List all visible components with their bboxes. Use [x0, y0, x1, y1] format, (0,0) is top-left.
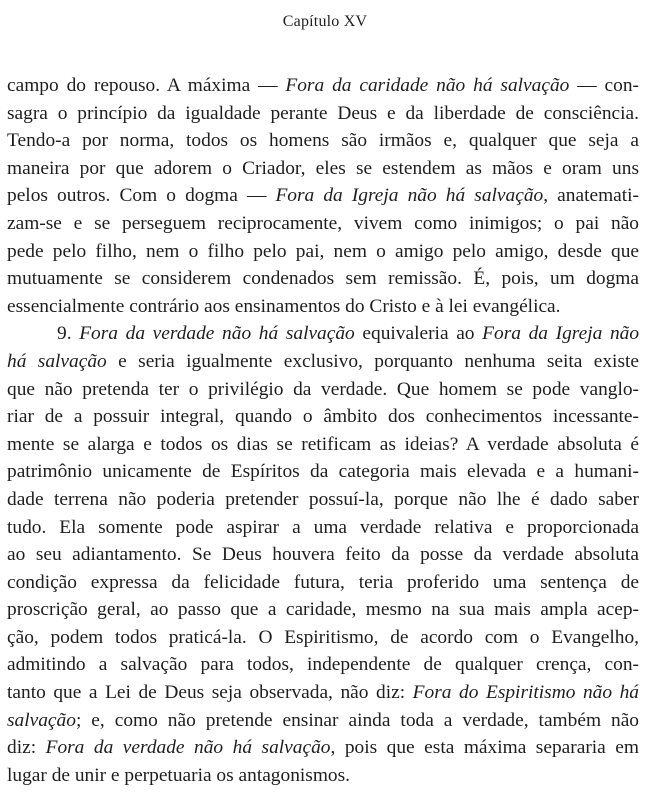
text-line — [7, 210, 639, 238]
text-run: , pois que esta máxima separaria em — [330, 737, 639, 759]
text-run: essencialmente contrário aos ensinamentos do Cristo e à lei evangélica. — [7, 295, 561, 317]
text-run: mente se alarga e todos os dias se retificam as ideias? A verdade absoluta é — [7, 433, 639, 455]
text-run: pede pelo filho, nem o filho pelo pai, nem o amigo pelo amigo, desde que — [7, 240, 639, 262]
text-line — [7, 762, 639, 790]
text-run: dade terrena não poderia pretender possuí-la, porque não lhe é dado saber — [7, 488, 639, 510]
text-run: , anatemati- — [543, 185, 639, 207]
text-run: diz: — [7, 737, 46, 759]
text-line — [7, 431, 639, 459]
text-line — [7, 182, 639, 210]
text-run: maneira por que adorem o Criador, eles se estendem as mãos e oram uns — [7, 157, 639, 179]
italic-phrase: há salvação — [7, 350, 107, 372]
text-run: ao seu adiantamento. Se Deus houvera feito da posse da verdade absoluta — [7, 544, 639, 566]
text-line — [7, 486, 639, 514]
text-line — [7, 707, 639, 735]
text-run: — con- — [569, 75, 639, 96]
text-line — [7, 651, 639, 679]
text-line — [7, 514, 639, 542]
text-run: sagra o princípio da igualdade perante Deus e da liberdade de consciência. — [7, 102, 639, 124]
text-line — [7, 265, 639, 293]
text-line — [7, 624, 639, 652]
text-run: mutuamente se considerem condenados sem remissão. É, pois, um dogma — [7, 268, 639, 290]
text-line — [7, 320, 639, 348]
text-line — [7, 679, 639, 707]
text-line — [7, 403, 639, 431]
text-line — [7, 458, 639, 486]
text-run: condição expressa da felicidade futura, teria proferido uma sentença de — [7, 571, 639, 593]
text-run: tudo. Ela somente pode aspirar a uma verdade relativa e proporcionada — [7, 516, 639, 538]
text-line — [7, 72, 639, 100]
text-run: zam-se e se perseguem reciprocamente, vivem como inimigos; o pai não — [7, 212, 639, 234]
italic-phrase: Fora da verdade não há salvação — [45, 737, 331, 759]
text-run: Tendo-a por norma, todos os homens são irmãos e, qualquer que seja a — [7, 130, 639, 152]
running-header — [0, 12, 650, 32]
italic-phrase: Fora da verdade não há salvação — [79, 323, 355, 345]
text-run: equivaleria ao — [354, 323, 483, 345]
text-run: lugar de unir e perpetuaria os antagonismos. — [7, 764, 351, 786]
text-run: campo do repouso. A máxima — — [7, 75, 286, 96]
text-line — [7, 541, 639, 569]
text-run: que não pretenda ter o privilégio da verdade. Que homem se pode vanglo- — [7, 378, 639, 400]
text-line — [7, 376, 639, 404]
text-line — [7, 127, 639, 155]
text-line — [7, 734, 639, 762]
text-line — [7, 155, 639, 183]
text-run: admitindo a salvação para todos, independente de qualquer crença, con- — [7, 654, 639, 676]
text-line — [7, 238, 639, 266]
italic-phrase: salvação — [7, 709, 76, 731]
italic-phrase: Fora da Igreja não — [482, 323, 640, 345]
text-line — [7, 348, 639, 376]
text-line — [7, 100, 639, 128]
body-text — [7, 72, 639, 789]
italic-phrase: Fora da Igreja não há salvação — [275, 185, 544, 207]
text-run: tanto que a Lei de Deus seja observada, não diz: — [7, 682, 413, 704]
text-run: patrimônio unicamente de Espíritos da categoria mais elevada e a humani- — [7, 461, 639, 483]
text-run: pelos outros. Com o dogma — — [7, 185, 276, 207]
text-run: ção, podem todos praticá-la. O Espiritismo, de acordo com o Evangelho, — [7, 626, 639, 648]
chapter-title: Capítulo XV — [282, 13, 368, 30]
text-run: ; e, como não pretende ensinar ainda toda a verdade, também não — [75, 709, 639, 731]
text-run: 9. — [57, 323, 80, 345]
italic-phrase: Fora do Espiritismo não há — [412, 682, 639, 704]
text-line — [7, 569, 639, 597]
text-line — [7, 293, 639, 321]
text-run: riar de a possuir integral, quando o âmbito dos conhecimentos incessante- — [7, 406, 639, 428]
text-run: proscrição geral, ao passo que a caridade, mesmo na sua mais ampla acep- — [7, 599, 639, 621]
text-line — [7, 596, 639, 624]
italic-phrase: Fora da caridade não há salvação — [285, 75, 570, 96]
text-run: e seria igualmente exclusivo, porquanto nenhuma seita existe — [106, 350, 639, 372]
